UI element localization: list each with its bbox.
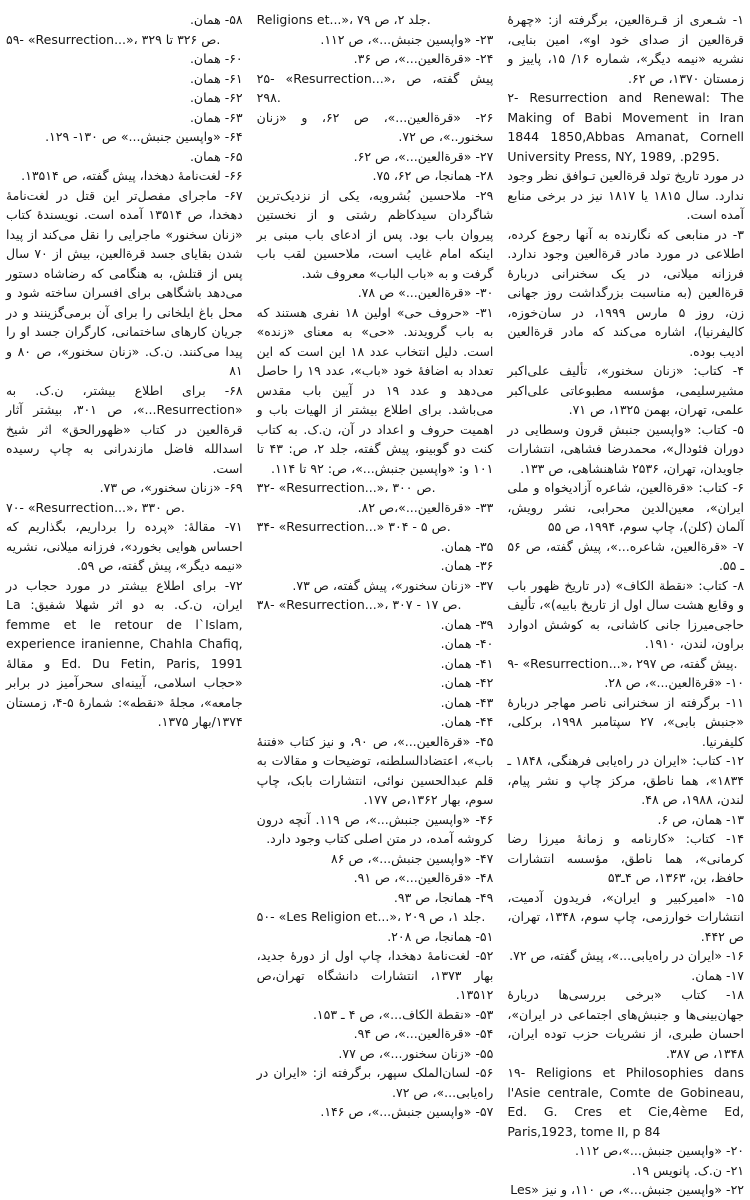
note-paragraph: ۸- کتاب: «نقطة الکاف» (در تاریخ ظهور باب و وقایع هشت سال اول از تاریخ بابیه)»، تألیف حاجی‌میرزا جانی کاشانی، به کوشش ادوارد براون، لندن، ۱۹۱۰. [507, 577, 744, 651]
note-paragraph: ۷۰- «Resurrection...»، ص ۳۳۰. [5, 499, 185, 515]
note-paragraph: ۵۶- لسان‌الملک سپهر، برگرفته از: «ایران در راه‌یابی...»، ص ۷۲. [256, 1065, 494, 1100]
note-paragraph: ۳۹- همان. [440, 616, 494, 632]
note-paragraph: ۱۹- Religions et Philosophies dans l'Asie centrale, Comte de Gobineau, Ed. G. Cres et Cie,4ème Ed, Paris,1923, tome II, p 84 [507, 1065, 744, 1139]
note-paragraph: ۱۳- همان، ص ۶. [657, 811, 744, 827]
notes-column-left [6, 10, 243, 1143]
note-paragraph: ۳۸- «Resurrection...»، ص ۱۷ - ۳۰۷. [256, 597, 462, 612]
note-paragraph: ۳۳- «قرةالعین...»،ص ۸۲. [357, 499, 494, 515]
note-paragraph: ۳۰- «قرةالعین...» ص ۷۸. [357, 285, 494, 300]
note-paragraph: ۱- شـعری از قـرةالعین، برگرفته از: «چهرهٔ قرةالعین از صدای خود او»، امین بنایی، نشریه «نیمه دیگر»، شماره ۱۶/ ۱۵، پاییز و زمستان ۱۳۷۰، ص ۶۲. [507, 12, 745, 86]
note-paragraph: ۲۴- «قرةالعین...»، ص ۳۶. [353, 51, 494, 66]
note-paragraph: ۲۷- «قرةالعین...»، ص ۶۲. [353, 148, 494, 164]
note-paragraph: ۴- کتاب: «زنان سخنور»، تألیف علی‌اکبر مشیرسلیمی، مؤسسه مطبوعاتی علی‌اکبر علمی، تهران، بهمن ۱۳۲۵، ص ۷۱. [507, 363, 744, 417]
note-paragraph: ۷۲- برای اطلاع بیشتر در مورد حجاب در ایران، ن.ک. به دو اثر شهلا شفیق: La femme et le retour de l`Islam, experience iranienne, Chahla Chafiq, Ed. Du Fetin, Paris, 1991 و مقالهٔ «حجاب اسلامی، آیینه‌ای سحرآمیز در برابر جامعه»، مجلهٔ «نقطه»: شمارهٔ ۵-۴، زمستان ۱۳۷۴/بهار ۱۳۷۵. [5, 577, 243, 729]
note-paragraph: ۴۱- همان. [440, 655, 494, 671]
note-paragraph: ۴۴- همان. [440, 714, 494, 729]
note-paragraph: ۶۳- همان. [189, 109, 243, 125]
note-paragraph: ۲۰- «واپسین جنبش...»،ص ۱۱۲. [574, 1143, 744, 1158]
note-paragraph: ۲۳- «واپسین جنبش...»، ص ۱۱۲. [320, 31, 494, 47]
note-paragraph: ۶۸- برای اطلاع بیشتر، ن.ک. به «Resurrection...»، ص ۳۰۱، بیشتر آثار قرةالعین در کتاب «ظهورالحق» اثر شیخ اسدالله فاضل مازندرانی به چاپ رسیده است. [5, 382, 243, 476]
note-paragraph: ۲- Resurrection and Renewal: The Making of Babi Movement in Iran 1844 1850,Abbas Amanat, Cornell University Press, NY, 1989, .p295. [507, 90, 744, 164]
note-paragraph: ۱۲- کتاب: «ایران در راه‌یابی فرهنگی، ۱۸۴۸ ـ ۱۸۳۴»، هما ناطق، مرکز چاپ و نشر پیام، لندن، ۱۹۸۸، ص ۴۸. [507, 753, 744, 807]
note-paragraph: ۶۵- همان. [189, 148, 243, 164]
note-paragraph: ۶۷- ماجرای مفصل‌تر این قتل در لغت‌نامهٔ دهخدا، ص ۱۳۵۱۴ آمده است. نویسندهٔ کتاب «زنان سخنور» ماجرایی را نقل می‌کند از پیدا شدن بقایای جسد قرةالعین، بیش از ۷۰ سال پس از قتلش، به هنگامی که رضاشاه دستور می‌دهد باشگاهی برای افسران ساخته شود و محل باغ ایلخانی را برای آن برمی‌گزینند و در جریان کارهای ساختمانی، کارگران جسد او را پیدا می‌کنند. ن.ک. «زنان سخنور»، ص ۸۰ و ۸۱ [5, 187, 243, 378]
note-paragraph: ۲۹- ملاحسین بُشرویه، یکی از نزدیک‌ترین شاگردان سیدکاظم رشتی و از نخستین پیروان باب بود. پس از ادعای باب مبنی بر اینکه امام غایب است، ملاحسین لقب باب گرفت و به «باب الباب» معروف شد. [256, 187, 494, 281]
note-paragraph: ۶۰- همان. [189, 51, 243, 66]
notes-column-middle [257, 10, 494, 1143]
note-paragraph: ۴۷- «واپسین جنبش...»، ص ۸۶ [331, 850, 494, 866]
note-paragraph: ۶۲- همان. [189, 90, 243, 105]
note-paragraph: ۱۰- «قرةالعین...»، ص ۲۸. [604, 675, 744, 690]
note-paragraph: ۶۹- «زنان سخنور»، ص ۷۳. [99, 480, 243, 495]
note-paragraph: ۵۴- «قرةالعین...»، ص ۹۴. [353, 1026, 494, 1041]
note-paragraph: ۳۲- «Resurrection...»، ص ۳۰۰. [256, 480, 436, 495]
note-paragraph: ۵۳- «نقطة الکاف...»، ص ۴ ـ ۱۵۳. [312, 1006, 494, 1022]
note-paragraph: ۲۵- «Resurrection...»، پیش گفته، ص ۲۹۸. [256, 70, 494, 105]
note-paragraph: ۲۱- ن.ک. پانویس ۱۹. [631, 1162, 744, 1178]
note-paragraph: ۴۶- «واپسین جنبش...»، ص ۱۱۹. آنچه درون کروشه آمده، در متن اصلی کتاب وجود دارد. [256, 811, 494, 846]
note-paragraph: ۶۶- لغت‌نامهٔ دهخدا، پیش گفته، ص ۱۳۵۱۴. [21, 168, 243, 183]
note-paragraph: ۴۲- همان. [440, 675, 494, 690]
note-paragraph: ۴۵- «قرةالعین...»، ص ۹۰، و نیز کتاب «فتنهٔ باب»، اعتضادالسلطنه، توضیحات و مقالات به قلم عبدالحسین نوائی، انتشارات بابک، چاپ سوم، بهار ۱۳۶۲،ص ۱۷۷. [256, 733, 494, 807]
notes-column-right [507, 10, 745, 1197]
note-paragraph: ۵- کتاب: «واپسین جنبش قرون وسطایی در دوران فئودال»، محمدرضا فشاهی، انتشارات جاویدان، تهران، ۲۵۳۶ شاهنشاهی، ص ۱۳۳. [507, 421, 744, 476]
note-paragraph: ۲۲- «واپسین جنبش...»، ص ۱۱۰، و نیز «Les [510, 1182, 744, 1197]
note-paragraph: ۵۵- «زنان سخنور...»، ص ۷۷. [338, 1045, 494, 1061]
note-paragraph: ۴۹- همانجا، ص ۹۳. [393, 889, 494, 905]
note-paragraph: ۱۴- کتاب: «کارنامه و زمانهٔ میرزا رضا کرمانی»، هما ناطق، مؤسسه انتشارات حافظ، بن، ۱۳۶۳، ص ۴ـ۵۳ [507, 831, 744, 885]
note-paragraph: ۱۶- «ایران در راه‌یابی...»، پیش گفته، ص ۷۲. [509, 948, 744, 963]
note-paragraph: ۳۶- همان. [440, 558, 494, 573]
note-paragraph: ۱۱- برگرفته از سخنرانی ناصر مهاجر دربارهٔ «جنبش بابی»، ۲۷ سپتامبر ۱۹۹۸، برکلی، کلیفرنیا. [507, 694, 745, 749]
note-paragraph: ۶۱- همان. [189, 70, 243, 86]
note-paragraph: ۱۵- «امیرکبیر و ایران»، فریدون آدمیت، انتشارات خوارزمی، چاپ سوم، ۱۳۴۸، تهران، ص ۴۴۲. [507, 889, 744, 944]
note-paragraph: ۳۱- «حروف حی» اولین ۱۸ نفری هستند که به باب گرویدند. «حی» به معنای «زنده» است. دلیل انتخاب عدد ۱۸ این است که این تعداد به اضافهٔ خود «باب»، عدد ۱۹ را حاصل می‌دهد و عدد ۱۹ در آیین باب مقدس می‌باشد. برای اطلاع بیشتر از الهیات باب و اهمیت حروف و اعداد در آن، ن.ک. به کتاب کنت دو گوبینو، پیش گفته، جلد ۲، ص: ۴۳ تا ۱۰۱ و: «واپسین جنبش...»، ص: ۹۲ تا ۱۱۴. [256, 304, 494, 476]
note-paragraph: ۶- کتاب: «قرةالعین، شاعره آزادیخواه و ملی ایران»، معین‌الدین محرابی، نشر رویش، آلمان (کلن)، چاپ سوم، ۱۹۹۴، ص ۵۵ [507, 480, 744, 534]
note-paragraph: ۳۴- «Resurrection...» ص ۵ - ۳۰۴. [256, 519, 451, 534]
note-paragraph: ۵۸- همان. [189, 12, 243, 27]
note-paragraph: ۵۲- لغت‌نامهٔ دهخدا، چاپ اول از دورهٔ جدید، بهار ۱۳۷۳، انتشارات دانشگاه تهران،ص ۱۳۵۱۲. [256, 948, 494, 1002]
note-paragraph: ۵۰- «Les Religion et...»، جلد ۱، ص ۲۰۹. [256, 909, 486, 924]
note-paragraph: ۵۷- «واپسین جنبش...»، ص ۱۴۶. [320, 1104, 494, 1119]
note-paragraph: ۹- «Resurrection...»، پیش گفته، ص ۲۹۷. [507, 655, 738, 671]
note-paragraph: ۶۴- «واپسین جنبش...» ص ۱۳۰- ۱۲۹. [45, 129, 243, 144]
note-paragraph: ۵۹- «Resurrection...»، ص ۳۲۶ تا ۳۲۹. [5, 31, 221, 47]
note-paragraph: ۳- در منابعی که نگارنده به آنها رجوع کرده، اطلاعی در مورد مادر قرةالعین وجود ندارد. فرزانه میلانی، در یک سخنرانی دربارهٔ قرةالعین (به مناسبت بزرگداشت روز جهانی زن، روز ۵ مارس ۱۹۹۹، در سان‌خوزه، کالیفرنیا)، اشاره می‌کند که مادر قرةالعین ادیب بوده. [507, 226, 744, 359]
note-paragraph: ۳۵- همان. [440, 538, 494, 554]
note-paragraph: ۵۱- همانجا، ص ۲۰۸. [387, 928, 494, 944]
note-paragraph: ۷- «قرةالعین، شاعره...»، پیش گفته، ص ۵۶ ـ ۵۵. [507, 538, 744, 573]
note-paragraph: ۲۸- همانجا، ص ۶۲، ۷۵. [372, 168, 494, 183]
note-paragraph: ۲۶- «قرةالعین...»، ص ۶۲، و «زنان سخنور..»، ص ۷۲. [256, 109, 494, 144]
note-paragraph: ۱۷- همان. [691, 967, 744, 983]
note-paragraph: ۳۷- «زنان سخنور»، پیش گفته، ص ۷۳. [292, 577, 494, 593]
note-paragraph: ۴۰- همان. [440, 636, 494, 651]
note-paragraph: ۱۸- کتاب «برخی بررسی‌ها دربارهٔ جهان‌بینی‌ها و جنبش‌های اجتماعی در ایران»، احسان طبری، از نشریات حزب توده ایران، ۱۳۴۸، ص ۳۸۷. [507, 987, 744, 1061]
note-paragraph: ۷۱- مقالهٔ: «پرده را برداریم، بگذاریم که احساس هوایی بخورد»، فرزانه میلانی، نشریه «نیمه دیگر»، پیش گفته، ص ۵۹. [5, 519, 243, 573]
note-paragraph: Religions et...»، جلد ۲، ص ۷۹. [256, 12, 431, 27]
note-paragraph: در مورد تاریخ تولد قرةالعین تـوافق نظر وجود ندارد. سال ۱۸۱۵ یا ۱۸۱۷ نیز در برخی منابع آمده است. [507, 168, 745, 222]
note-paragraph: ۴۸- «قرةالعین...»، ص ۹۱. [353, 870, 494, 885]
note-paragraph: ۴۳- همان. [440, 694, 494, 710]
